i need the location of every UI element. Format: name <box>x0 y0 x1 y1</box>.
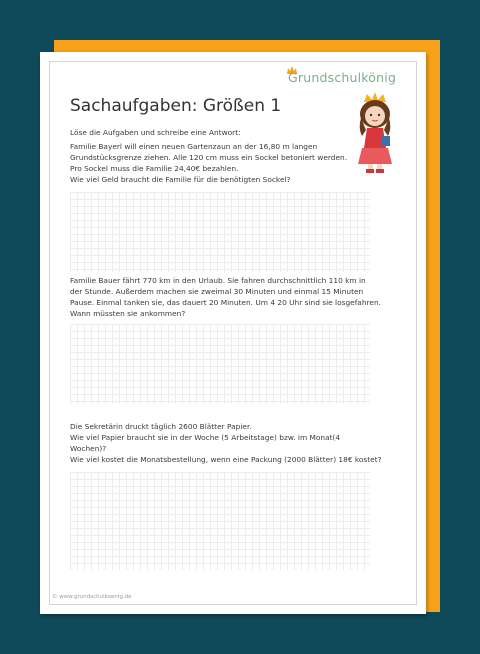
task-line: Grundstücksgrenze ziehen. Alle 120 cm muss ein Sockel betoniert werden. <box>70 152 348 162</box>
task-line: Wie viel Geld braucht die Familie für die benötigten Sockel? <box>70 174 291 184</box>
task-line: Die Sekretärin druckt täglich 2600 Blätter Papier. <box>70 422 252 431</box>
worksheet-page <box>40 52 426 614</box>
task-line: Wie viel Papier braucht sie in der Woche (5 Arbeitstage) bzw. im Monat(4 <box>70 432 341 442</box>
task-line: Wann müssten sie ankommen? <box>70 308 186 318</box>
task-3 <box>70 422 400 466</box>
task-2 <box>70 276 400 320</box>
answer-grid-2 <box>70 324 370 404</box>
answer-grid-1 <box>70 192 370 272</box>
task-line: Pause. Einmal tanken sie, das dauert 20 Minuten. Um 4 20 Uhr sind sie losgefahren. <box>70 297 381 307</box>
task-line: Familie Bauer fährt 770 km in den Urlaub. Sie fahren durchschnittlich 110 km in <box>70 276 366 285</box>
task-line: Wochen)? <box>70 443 107 453</box>
footer-copyright: © www.grundschulkoenig.de <box>52 594 132 600</box>
task-line: Pro Sockel muss die Familie 24,40€ bezahlen. <box>70 163 239 173</box>
task-line: Familie Bayerl will einen neuen Gartenzaun an der 16,80 m langen <box>70 142 318 151</box>
brand-logo: Grundschulkönig <box>288 70 397 85</box>
instruction-text: Löse die Aufgaben und schreibe eine Antwort: <box>70 128 241 137</box>
task-line: Wie viel kostet die Monatsbestellung, wenn eine Packung (2000 Blätter) 18€ kostet? <box>70 454 382 464</box>
answer-grid-3 <box>70 472 370 570</box>
task-line: der Stunde. Außerdem machen sie zweimal 30 Minuten und einmal 15 Minuten <box>70 286 364 296</box>
task-1 <box>70 142 400 186</box>
page-title: Sachaufgaben: Größen 1 <box>70 96 282 116</box>
